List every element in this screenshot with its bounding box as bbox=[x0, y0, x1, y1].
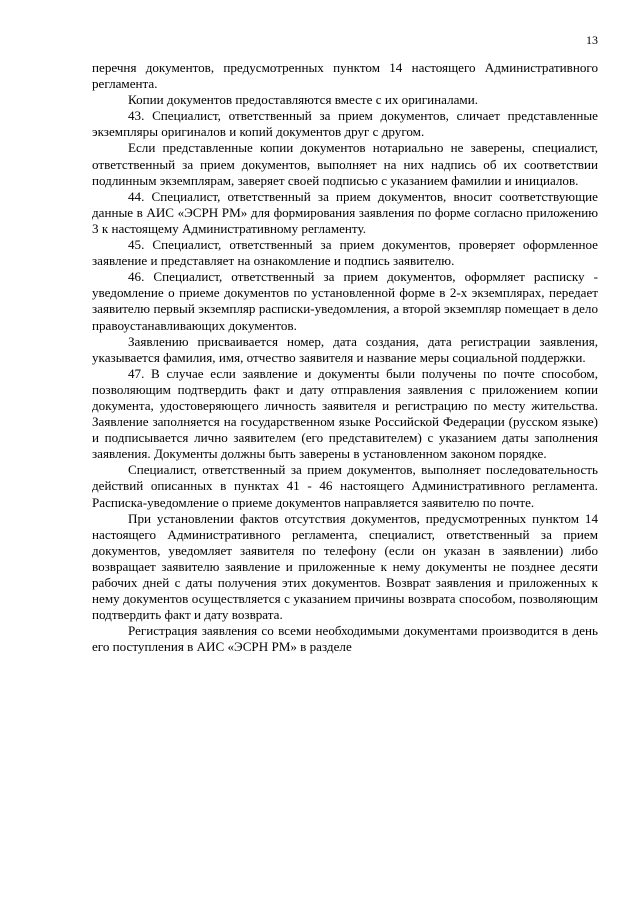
paragraph-46-registration: Заявлению присваивается номер, дата создания, дата регистрации заявления, указывается фамилия, имя, отчество заявителя и название меры социальной поддержки. bbox=[92, 333, 598, 365]
document-body bbox=[92, 60, 598, 655]
paragraph-missing-documents: При установлении фактов отсутствия документов, предусмотренных пунктом 14 настоящего Административного регламента, специалист, ответственный за прием документов, уведомляет заявителя по телефону (если он указан в заявлении) либо возвращает заявителю заявление и приложенные к нему документы не позднее десяти рабочих дней с даты получения этих документов. Возврат заявления и приложенных к нему документов осуществляется с указанием причины возврата способом, позволяющим подтвердить факт и дату возврата. bbox=[92, 510, 598, 623]
page-number: 13 bbox=[586, 33, 598, 47]
paragraph-44: 44. Специалист, ответственный за прием документов, вносит соответствующие данные в АИС «ЭСРН РМ» для формирования заявления по форме согласно приложению 3 к настоящему Административному регламенту. bbox=[92, 188, 598, 236]
paragraph-47: 47. В случае если заявление и документы были получены по почте способом, позволяющим подтвердить факт и дату отправления заявления с приложением копии документа, удостоверяющего личность заявителя и регистрацию по месту жительства. Заявление заполняется на государственном языке Российской Федерации (русском языке) и подписывается лично заявителем (его представителем) с указанием даты заполнения заявления. Документы должны быть заверены в установленном законом порядке. bbox=[92, 365, 598, 462]
paragraph-continuation: перечня документов, предусмотренных пунктом 14 настоящего Административного регламента. bbox=[92, 60, 598, 92]
paragraph-47-specialist: Специалист, ответственный за прием документов, выполняет последовательность действий описанных в пунктах 41 - 46 настоящего Административного регламента. Расписка-уведомление о приеме документов направляется заявителю по почте. bbox=[92, 462, 598, 510]
paragraph-46: 46. Специалист, ответственный за прием документов, оформляет расписку - уведомление о приеме документов по установленной форме в 2-х экземплярах, передает заявителю первый экземпляр расписки-уведомления, а второй экземпляр помещает в дело правоустанавливающих документов. bbox=[92, 269, 598, 333]
paragraph-43-notarial: Если представленные копии документов нотариально не заверены, специалист, ответственный за прием документов, выполняет на них надпись об их соответствии подлинным экземплярам, заверяет своей подписью с указанием фамилии и инициалов. bbox=[92, 140, 598, 188]
paragraph-copies-with-originals: Копии документов предоставляются вместе с их оригиналами. bbox=[128, 92, 478, 108]
paragraph-registration-ais: Регистрация заявления со всеми необходимыми документами производится в день его поступления в АИС «ЭСРН РМ» в разделе bbox=[92, 623, 598, 655]
paragraph-43: 43. Специалист, ответственный за прием документов, сличает представленные экземпляры оригиналов и копий документов друг с другом. bbox=[92, 108, 598, 140]
paragraph-45: 45. Специалист, ответственный за прием документов, проверяет оформленное заявление и представляет на ознакомление и подпись заявителю. bbox=[92, 237, 598, 269]
